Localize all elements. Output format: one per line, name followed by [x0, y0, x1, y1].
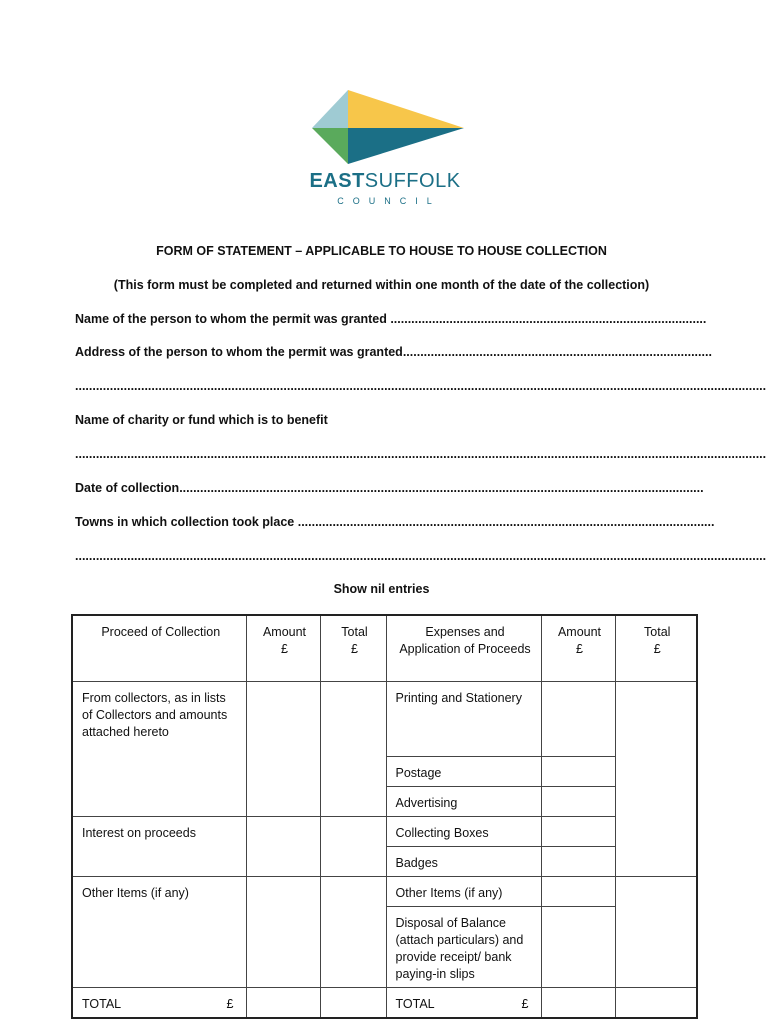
- table-header-row: [72, 615, 697, 681]
- table-row: [72, 876, 697, 906]
- cell-disposal-amount[interactable]: [541, 906, 615, 987]
- name-label: Name of the person to whom the permit was granted: [75, 312, 387, 326]
- row-badges: Badges: [386, 846, 541, 876]
- total-right-label: TOTAL: [395, 996, 435, 1011]
- cell-total-right-amount[interactable]: [541, 987, 615, 1018]
- statement-table: [71, 614, 698, 1019]
- header-expenses: Expenses and Application of Proceeds: [386, 615, 541, 681]
- header-currency: £: [576, 642, 583, 656]
- total-left-label: TOTAL: [82, 996, 122, 1011]
- total-row: [72, 987, 697, 1018]
- header-currency: £: [281, 642, 288, 656]
- row-collectors: From collectors, as in lists of Collectors and amounts attached hereto: [72, 681, 246, 816]
- cell-badges-amount[interactable]: [541, 846, 615, 876]
- address-field[interactable]: Address of the person to whom the permit was granted.........................................................................................: [75, 345, 712, 359]
- logo-name-bold: EAST: [309, 170, 365, 192]
- total-right-cell: [386, 987, 541, 1018]
- header-currency: £: [351, 642, 358, 656]
- address-continued-field[interactable]: .......................................................................................................................................................................................................: [75, 379, 767, 393]
- header-total-label: Total: [341, 625, 368, 639]
- cell-postage-amount[interactable]: [541, 756, 615, 786]
- charity-label: Name of charity or fund which is to benefit: [75, 413, 328, 427]
- cell-interest-amount[interactable]: [246, 816, 320, 876]
- date-field[interactable]: Date of collection.......................................................................................................................................................: [75, 481, 704, 495]
- cell-other-left-amount[interactable]: [246, 876, 320, 987]
- row-collecting-boxes: Collecting Boxes: [386, 816, 541, 846]
- name-field[interactable]: Name of the person to whom the permit was granted ...........................................................................................: [75, 312, 707, 326]
- council-logo: [300, 88, 470, 213]
- cell-total-left-amount[interactable]: [246, 987, 320, 1018]
- logo-name-light: SUFFOLK: [364, 170, 461, 192]
- row-printing: Printing and Stationery: [386, 681, 541, 756]
- cell-total-left-total[interactable]: [320, 987, 386, 1018]
- cell-interest-total[interactable]: [320, 816, 386, 876]
- row-postage: Postage: [386, 756, 541, 786]
- cell-total-right-total[interactable]: [615, 987, 697, 1018]
- cell-collectors-amount[interactable]: [246, 681, 320, 816]
- show-nil-note: Show nil entries: [333, 582, 430, 596]
- date-label: Date of collection: [75, 481, 180, 495]
- header-proceeds: Proceed of Collection: [72, 615, 246, 681]
- address-label: Address of the person to whom the permit was granted: [75, 345, 403, 359]
- logo-mark-icon: [306, 88, 466, 166]
- table-row: [72, 681, 697, 756]
- cell-collectors-total[interactable]: [320, 681, 386, 816]
- cell-boxes-amount[interactable]: [541, 816, 615, 846]
- total-left-cell: [72, 987, 246, 1018]
- header-total-left: [320, 615, 386, 681]
- towns-field[interactable]: Towns in which collection took place ........................................................................................................................: [75, 515, 715, 529]
- table-row: [72, 816, 697, 846]
- towns-label: Towns in which collection took place: [75, 515, 295, 529]
- cell-advertising-amount[interactable]: [541, 786, 615, 816]
- logo-wordmark: [300, 170, 470, 193]
- header-amount-label: Amount: [262, 625, 307, 639]
- logo-subtitle: COUNCIL: [337, 196, 441, 206]
- header-total-label: Total: [644, 625, 671, 639]
- cell-other-right-total[interactable]: [615, 876, 697, 987]
- row-other-right: Other Items (if any): [386, 876, 541, 906]
- row-disposal: Disposal of Balance (attach particulars) and provide receipt/ bank paying-in slips: [386, 906, 541, 987]
- header-total-right: [615, 615, 697, 681]
- form-instruction: (This form must be completed and returned within one month of the date of the collection): [113, 278, 650, 292]
- row-interest: Interest on proceeds: [72, 816, 246, 876]
- cell-other-left-total[interactable]: [320, 876, 386, 987]
- cell-printing-amount[interactable]: [541, 681, 615, 756]
- row-advertising: Advertising: [386, 786, 541, 816]
- cell-expenses-total[interactable]: [615, 681, 697, 876]
- towns-continued-field[interactable]: .......................................................................................................................................................................................................: [75, 549, 767, 563]
- form-title: FORM OF STATEMENT – APPLICABLE TO HOUSE TO HOUSE COLLECTION: [156, 244, 607, 258]
- header-amount-left: [246, 615, 320, 681]
- cell-other-right-amount[interactable]: [541, 876, 615, 906]
- header-currency: £: [653, 642, 661, 656]
- header-amount-right: [541, 615, 615, 681]
- total-right-currency: £: [521, 996, 529, 1011]
- row-other-left: Other Items (if any): [72, 876, 246, 987]
- header-amount-label: Amount: [557, 625, 602, 639]
- charity-field[interactable]: .......................................................................................................................................................................................................: [75, 447, 767, 461]
- total-left-currency: £: [226, 996, 234, 1011]
